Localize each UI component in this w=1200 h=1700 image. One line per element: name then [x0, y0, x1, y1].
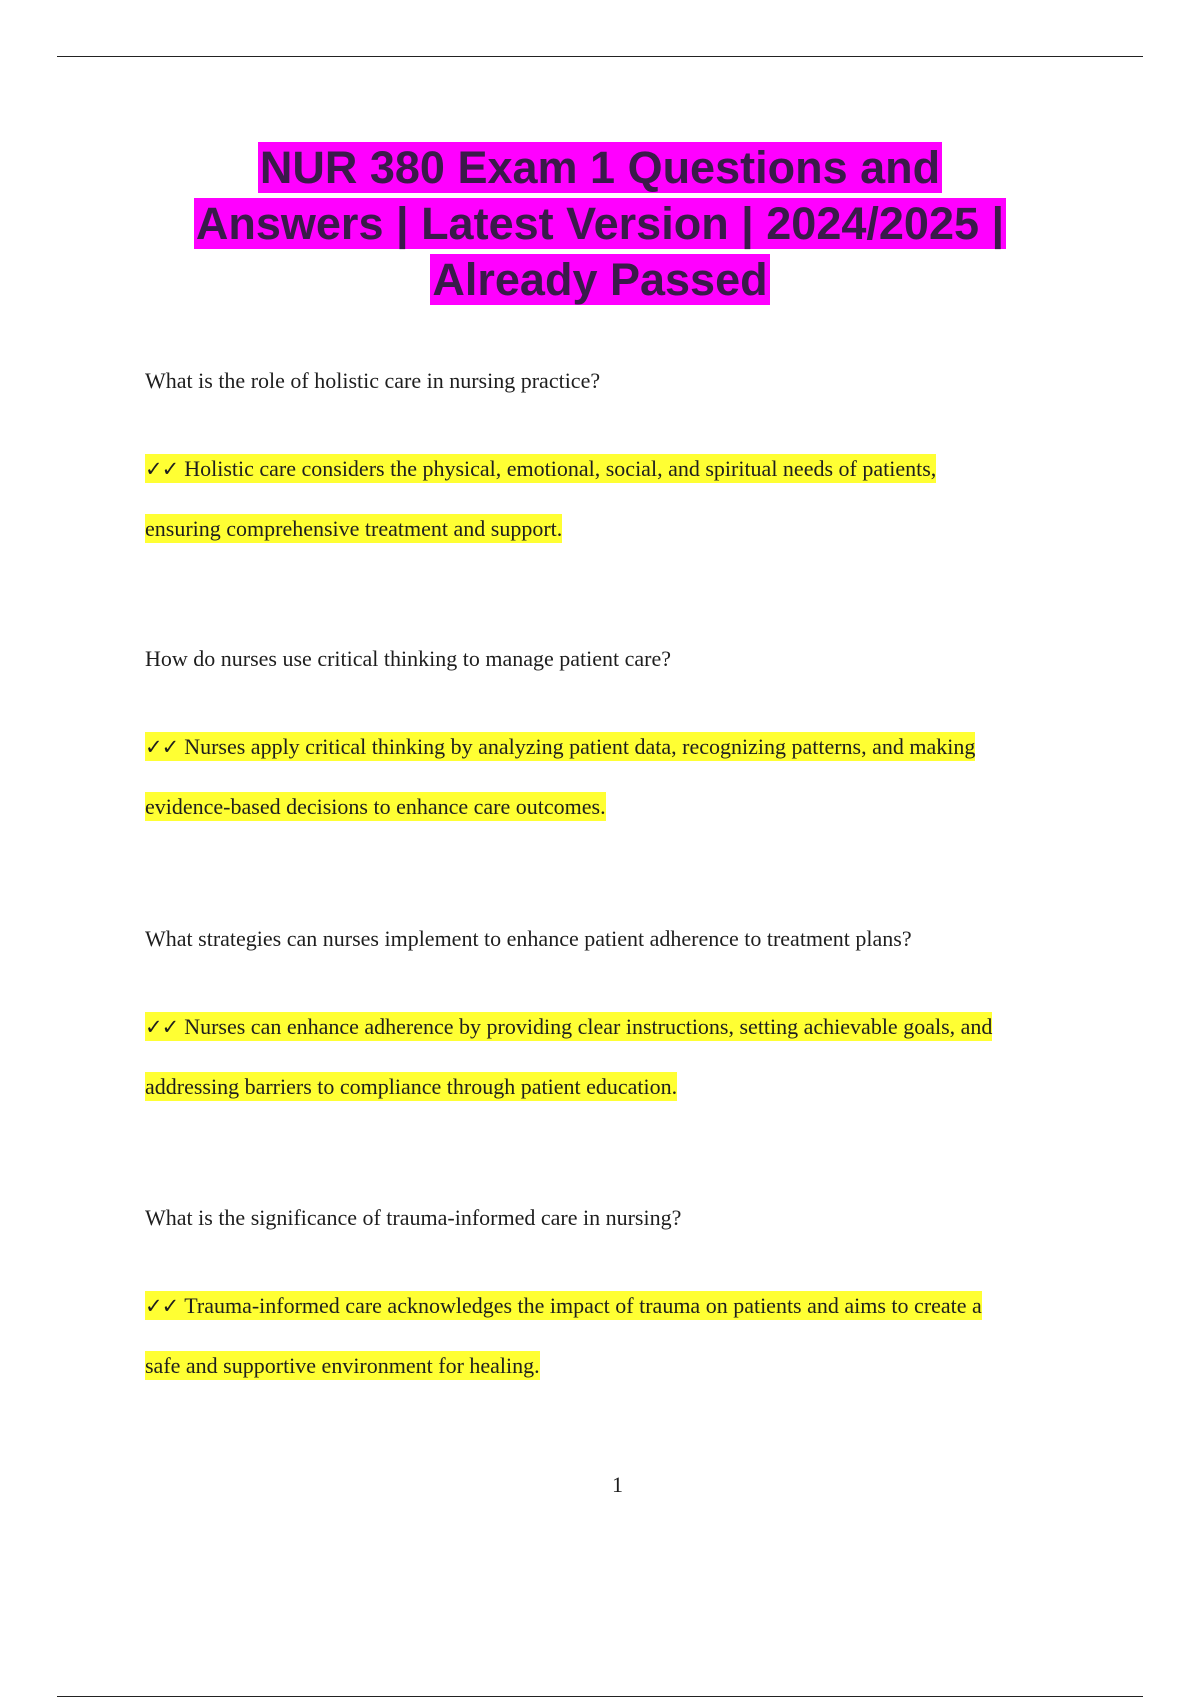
answer-4 [145, 1276, 1090, 1396]
answer-3-line-1-highlight [145, 1012, 992, 1041]
top-rule [57, 56, 1143, 57]
question-3: What strategies can nurses implement to enhance patient adherence to treatment plans? [145, 926, 912, 951]
check-icon: ✓✓ [145, 457, 179, 481]
answer-4-line-1: Trauma-informed care acknowledges the impact of trauma on patients and aims to create a [184, 1293, 982, 1318]
answer-3 [145, 997, 1090, 1117]
check-icon: ✓✓ [145, 735, 179, 759]
document-title [100, 140, 1100, 308]
qa-item-2 [145, 645, 1090, 837]
title-line-2: Answers | Latest Version | 2024/2025 | [195, 198, 1005, 249]
answer-4-line-2: safe and supportive environment for healing. [145, 1353, 540, 1378]
question-1: What is the role of holistic care in nursing practice? [145, 368, 601, 393]
answer-1-line-1-highlight [145, 454, 936, 483]
check-icon: ✓✓ [145, 1015, 179, 1039]
question-2: How do nurses use critical thinking to manage patient care? [145, 646, 671, 671]
bottom-rule [57, 1696, 1143, 1697]
answer-2-line-1: Nurses apply critical thinking by analyzing patient data, recognizing patterns, and making [184, 734, 976, 759]
answer-2-line-1-highlight [145, 732, 975, 761]
answer-1-line-2: ensuring comprehensive treatment and support. [145, 516, 563, 541]
page-number: 1 [612, 1472, 623, 1497]
answer-2-line-2: evidence-based decisions to enhance care outcomes. [145, 794, 606, 819]
answer-1 [145, 439, 1090, 559]
title-line-3: Already Passed [432, 254, 768, 305]
question-4: What is the significance of trauma-informed care in nursing? [145, 1205, 682, 1230]
answer-3-line-2: addressing barriers to compliance through patient education. [145, 1074, 678, 1099]
answer-4-line-1-highlight [145, 1291, 982, 1320]
qa-item-4 [145, 1204, 1090, 1396]
qa-item-1 [145, 367, 1090, 559]
qa-item-3 [145, 925, 1090, 1117]
title-line-1: NUR 380 Exam 1 Questions and [259, 142, 941, 193]
answer-1-line-1: Holistic care considers the physical, emotional, social, and spiritual needs of patients, [184, 456, 937, 481]
check-icon: ✓✓ [145, 1294, 179, 1318]
answer-3-line-1: Nurses can enhance adherence by providing clear instructions, setting achievable goals, and [184, 1014, 993, 1039]
answer-2 [145, 717, 1090, 837]
